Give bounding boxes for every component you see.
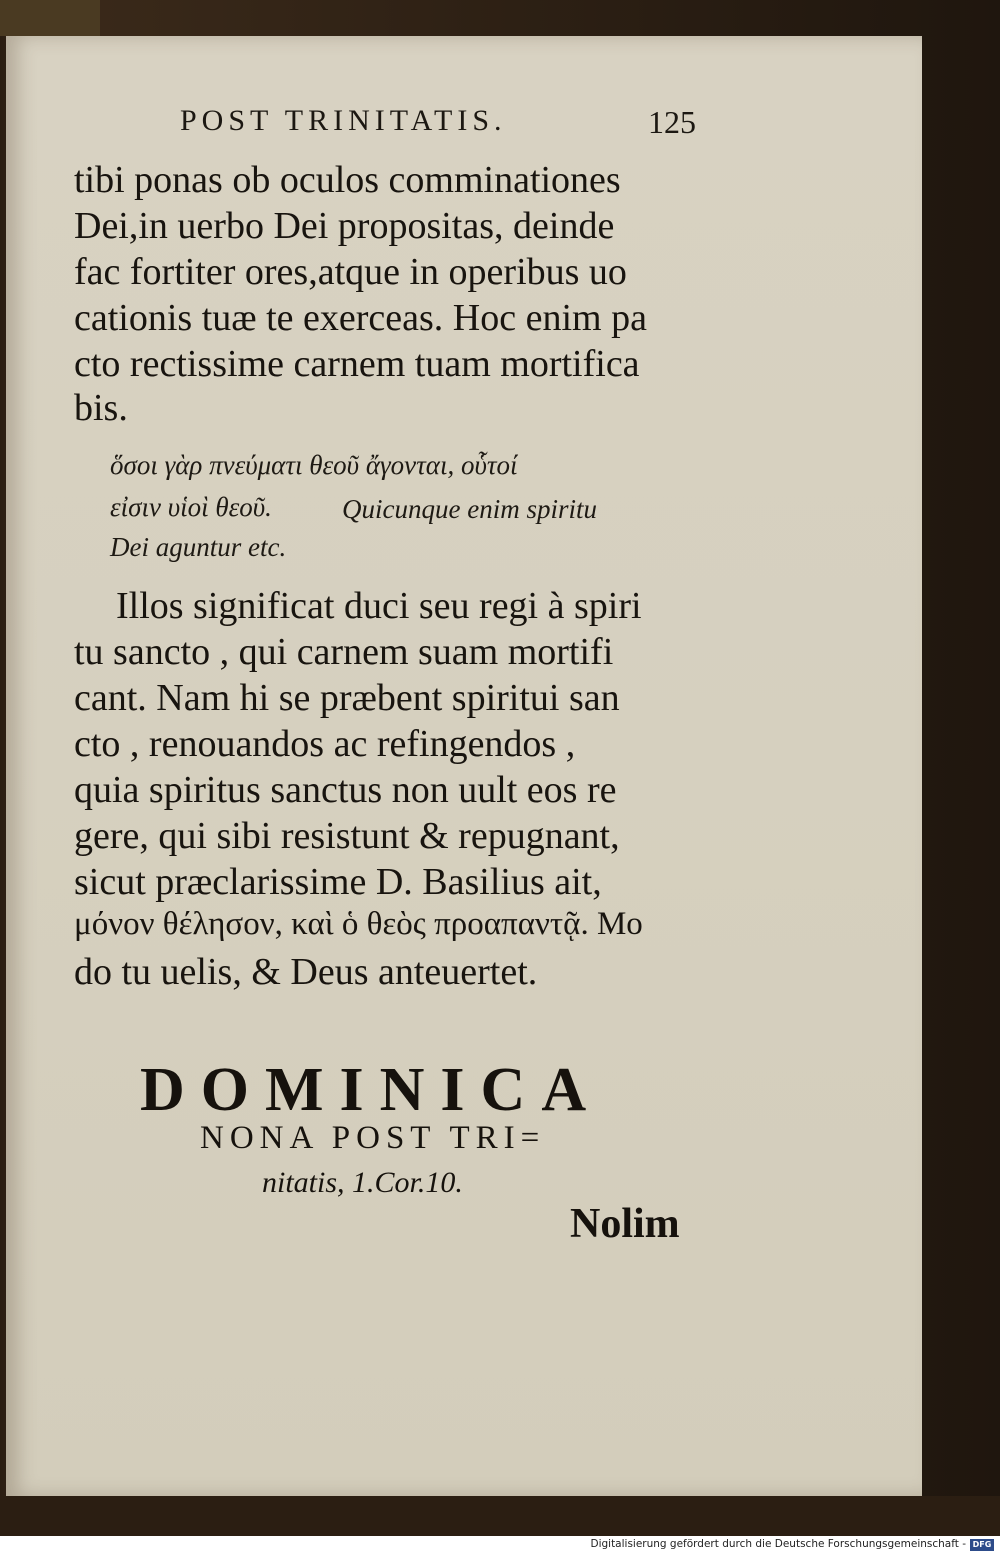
scan-bottom-edge — [0, 1496, 1000, 1536]
catchword: Nolim — [570, 1201, 680, 1247]
text-line: cant. Nam hi se præbent spiritui san — [74, 677, 620, 719]
section-heading-main: DOMINICA — [140, 1056, 603, 1124]
text-line: cto rectissime carnem tuam mortifica — [74, 343, 640, 385]
text-line: Illos significat duci seu regi à spiri — [116, 585, 642, 627]
text-line: quia spiritus sanctus non uult eos re — [74, 769, 617, 811]
text-line: tibi ponas ob oculos comminationes — [74, 159, 621, 201]
text-line: cto , renouandos ac refingendos , — [74, 723, 576, 765]
greek-quote-line: ὅσοι γὰρ πνεύματι θεοῦ ἄγονται, οὗτοί — [110, 450, 518, 480]
text-line: do tu uelis, & Deus anteuertet. — [74, 951, 538, 993]
text-line: sicut præclarissime D. Basilius ait, — [74, 861, 602, 903]
footer-bar — [0, 1536, 1000, 1555]
text-line: fac fortiter ores,atque in operibus uo — [74, 251, 627, 293]
page-number: 125 — [648, 104, 696, 140]
text-line: bis. — [74, 387, 128, 429]
running-title: POST TRINITATIS. — [180, 104, 507, 137]
book-spine-edge — [0, 0, 100, 36]
text-line: μόνον θέλησον, καὶ ὁ θεὸς προαπαντᾷ. Mo — [74, 906, 643, 942]
text-line: gere, qui sibi resistunt & repugnant, — [74, 815, 620, 857]
dfg-logo: DFG — [970, 1539, 994, 1551]
latin-quote-line: Dei aguntur etc. — [110, 532, 287, 562]
text-line: tu sancto , qui carnem suam mortifi — [74, 631, 614, 673]
greek-quote-line: εἰσιν υἱοὶ θεοῦ. — [110, 492, 272, 522]
section-heading-sub: NONA POST TRI= — [200, 1120, 546, 1156]
text-line: cationis tuæ te exerceas. Hoc enim pa — [74, 297, 647, 339]
section-heading-reference: nitatis, 1.Cor.10. — [262, 1166, 463, 1199]
text-line: Dei,in uerbo Dei propositas, deinde — [74, 205, 615, 247]
footer-credit: Digitalisierung gefördert durch die Deutsche Forschungsgemeinschaft - — [590, 1538, 966, 1550]
latin-quote-line: Quicunque enim spiritu — [342, 494, 597, 524]
